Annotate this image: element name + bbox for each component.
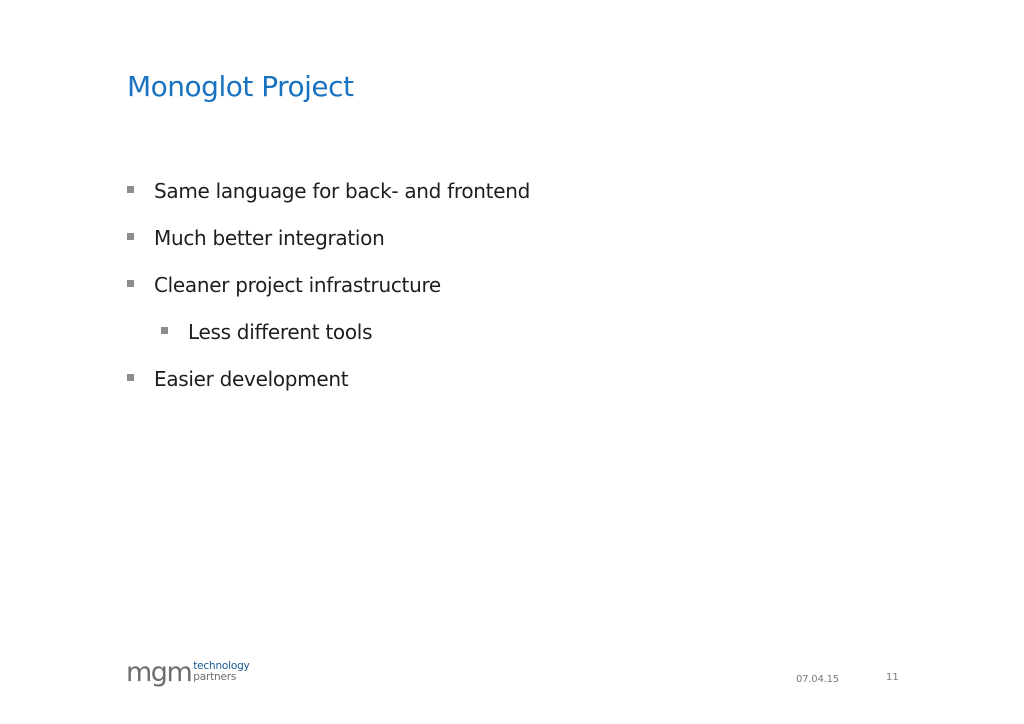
bullet-text: Less different tools xyxy=(188,320,373,344)
company-logo xyxy=(126,656,250,686)
square-bullet-icon xyxy=(127,233,134,240)
logo-subtitle xyxy=(193,661,249,686)
bullet-text: Easier development xyxy=(154,367,349,391)
bullet-item xyxy=(127,176,530,223)
logo-partners-text: partners xyxy=(193,671,237,683)
square-bullet-icon xyxy=(161,327,168,334)
logo-technology-text: technology xyxy=(193,660,250,672)
square-bullet-icon xyxy=(127,374,134,381)
square-bullet-icon xyxy=(127,280,134,287)
bullet-text: Same language for back- and frontend xyxy=(154,179,530,203)
page-number: 11 xyxy=(886,672,899,683)
footer-date: 07.04.15 xyxy=(796,674,839,685)
bullet-text: Much better integration xyxy=(154,226,385,250)
square-bullet-icon xyxy=(127,186,134,193)
sub-bullet-item xyxy=(127,317,530,364)
slide-title: Monoglot Project xyxy=(127,70,354,103)
bullet-text: Cleaner project infrastructure xyxy=(154,273,441,297)
bullet-item xyxy=(127,223,530,270)
bullet-item xyxy=(127,364,530,411)
bullet-list xyxy=(127,176,530,411)
logo-mgm-text: mgm xyxy=(126,657,192,688)
bullet-item xyxy=(127,270,530,317)
